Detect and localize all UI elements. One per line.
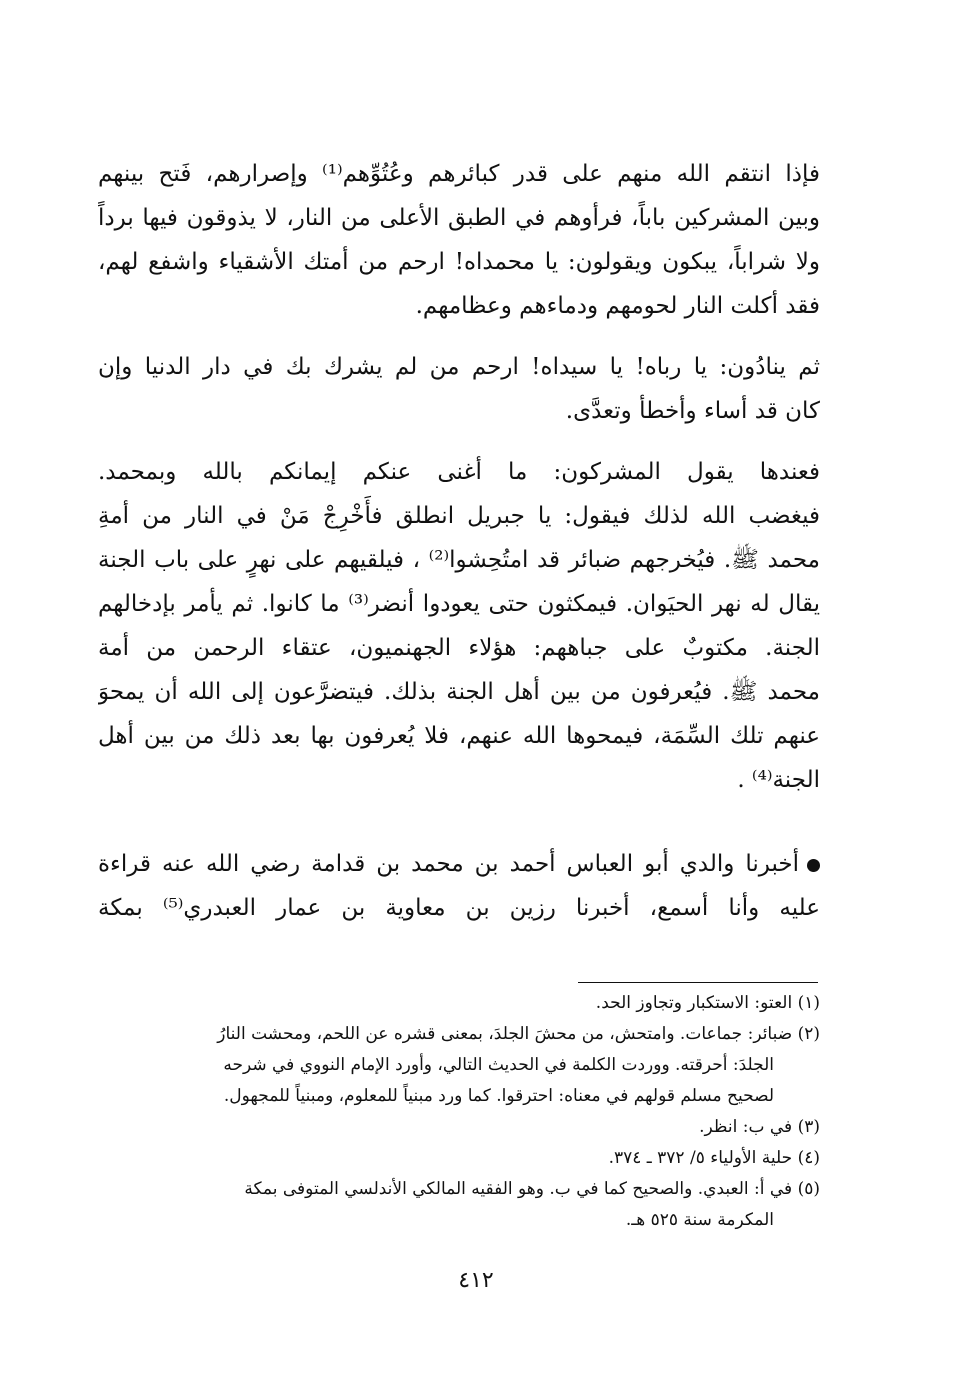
footnote-line <box>98 988 820 1019</box>
footnote-number: (٥) <box>797 1179 820 1199</box>
footnote-number: (١) <box>797 993 820 1013</box>
text-line: وبين المشركين باباً، فرأوهم في الطبق الأعلى من النار، لا يذوقون فيها برداً <box>98 205 820 231</box>
text-line-content: أخبرنا والدي أبو العباس أحمد بن محمد بن قدامة رضي الله عنه قراءة <box>98 851 799 877</box>
text-line <box>98 842 820 886</box>
footnote-line: لصحيح مسلم قولهم في معناه: احترقوا. كما ورد مبنياً للمعلوم، ومبنياً للمجهول. <box>223 1086 774 1106</box>
page-number: ٤١٢ <box>458 1268 494 1293</box>
footnote-text: العتو: الاستكبار وتجاوز الحد. <box>595 993 793 1013</box>
text-line: فقد أكلت النار لحومهم ودماءهم وعظامهم. <box>415 293 820 319</box>
footnote-line: الجلدَ: أحرقته. ووردت الكلمة في الحديث التالي، وأورد الإمام النووي في شرحه <box>223 1055 774 1075</box>
text-line: كان قد أساء وأخطأ وتعدَّى. <box>565 398 820 424</box>
text-line: ثم ينادُون: يا رباه! يا سيداه! ارحم من لم يشرك بك في دار الدنيا وإن <box>98 354 820 380</box>
footnote-line <box>98 1019 820 1050</box>
footnote-line <box>98 1112 820 1143</box>
text-line: عنهم تلك السِّمَة، فيمحوها الله عنهم، فلا يُعرفون بها بعد ذلك من بين أهل <box>98 723 820 749</box>
text-line: ولا شراباً، يبكون ويقولون: يا محمداه! ارحم من أمتك الأشقياء واشفع لهم، <box>98 249 820 275</box>
paragraph-4 <box>98 842 820 930</box>
footnote-number: (٣) <box>797 1117 820 1137</box>
footnote-text: في ب: انظر. <box>699 1117 793 1137</box>
text-line: فيغضب الله لذلك فيقول: يا جبريل انطلق فأَخْرِجْ مَنْ في النار من أمةِ <box>98 503 820 529</box>
footnote-line <box>98 1143 820 1174</box>
footnotes <box>98 988 820 1236</box>
paragraph-2 <box>98 345 820 433</box>
text-line: يقال له نهر الحيَوان. فيمكثون حتى يعودوا أنضر⁽³⁾ ما كانوا. ثم يأمر بإدخالهم <box>98 591 820 617</box>
footnote-number: (٤) <box>797 1148 820 1168</box>
footnote-text: ضبائر: جماعات. وامتحش، من محشَ الجلدَ، بمعنى قشره عن اللحم، ومحشت النارُ <box>217 1024 793 1044</box>
footnote-line: المكرمة سنة ٥٢٥ هـ. <box>625 1210 774 1230</box>
bullet-icon <box>807 859 820 872</box>
paragraph-3 <box>98 450 820 802</box>
text-line: فعندها يقول المشركون: ما أغنى عنكم إيمانكم بالله وبمحمد. <box>98 459 820 485</box>
text-line: الجنة. مكتوبٌ على جباههم: هؤلاء الجهنميون، عتقاء الرحمن من أمة <box>98 635 820 661</box>
text-line: فإذا انتقم الله منهم على قدر كبائرهم وعُتُوِّهم⁽¹⁾ وإصرارهم، فَتح بينهم <box>98 161 820 187</box>
footnote-separator <box>578 982 818 983</box>
footnote-text: حلية الأولياء ٥/ ٣٧٢ ـ ٣٧٤. <box>608 1148 793 1168</box>
text-line: الجنة⁽⁴⁾ . <box>737 767 820 793</box>
footnote-text: في أ: العبدي. والصحيح كما في ب. وهو الفقيه المالكي الأندلسي المتوفى بمكة <box>244 1179 793 1199</box>
text-line: محمد ﷺ. فيُعرفون من بين أهل الجنة بذلك. فيتضرَّعون إلى الله أن يمحوَ <box>98 679 820 705</box>
footnote-5 <box>98 1174 820 1236</box>
footnote-2 <box>98 1019 820 1112</box>
footnote-4 <box>98 1143 820 1174</box>
text-line: محمد ﷺ. فيُخرجهم ضبائر قد امتُحِشوا⁽²⁾ ، فيلقيهم على نهرٍ على باب الجنة <box>98 547 820 573</box>
footnote-1 <box>98 988 820 1019</box>
text-line: عليه وأنا أسمع، أخبرنا رزين بن معاوية بن عمار العبدري⁽⁵⁾ بمكة <box>98 895 820 921</box>
paragraph-1 <box>98 152 820 328</box>
footnote-3 <box>98 1112 820 1143</box>
footnote-line <box>98 1174 820 1205</box>
footnote-number: (٢) <box>797 1024 820 1044</box>
